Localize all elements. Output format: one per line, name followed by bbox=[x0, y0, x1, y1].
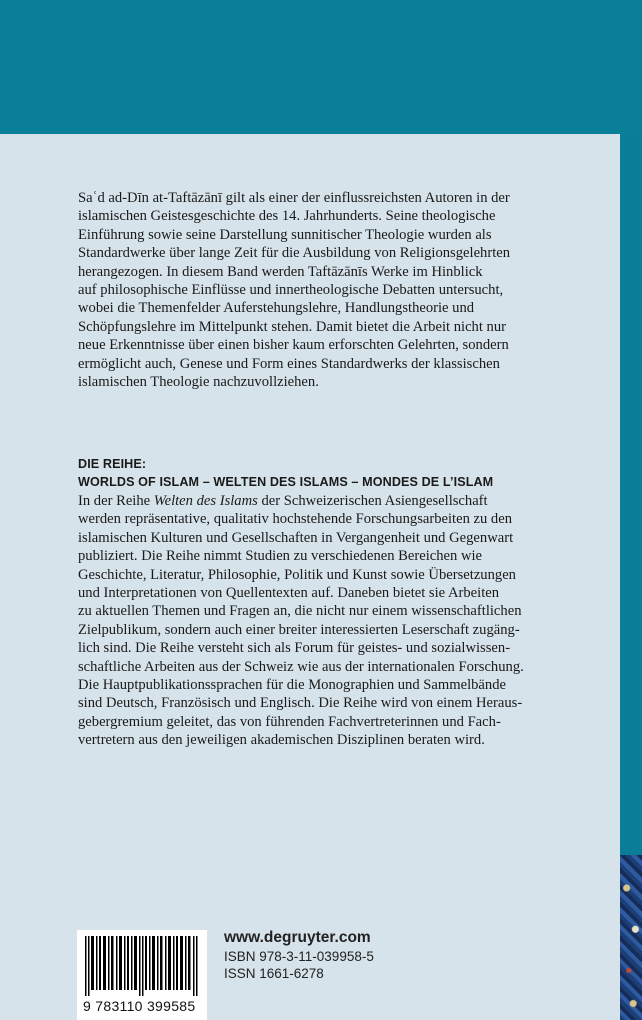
publisher-website-link[interactable]: www.degruyter.com bbox=[224, 929, 371, 946]
issn-number: ISSN 1661-6278 bbox=[224, 966, 324, 981]
series-intro-suffix: der Schweizerischen Asiengesellschaft bbox=[257, 493, 488, 509]
blurb-line: auf philosophische Einflüsse und innertheologische Debatten untersucht, bbox=[78, 282, 504, 299]
blurb-line: islamischen Geistesgeschichte des 14. Jahrhunderts. Seine theologische bbox=[78, 208, 496, 225]
series-line: gebergremium geleitet, das von führenden Fachvertreterinnen und Fach- bbox=[78, 713, 501, 730]
series-line: Die Hauptpublikationssprachen für die Monographien und Sammelbände bbox=[78, 677, 506, 694]
blurb-line: Standardwerke über lange Zeit für die Ausbildung von Religionsgelehrten bbox=[78, 245, 511, 262]
series-intro-prefix: In der Reihe bbox=[78, 493, 154, 509]
series-line: Zielpublikum, sondern auch einer breiter interessierten Leserschaft zugäng- bbox=[78, 621, 520, 638]
barcode-bars bbox=[85, 936, 199, 996]
blurb-line: Saʿd ad-Dīn at-Taftāzānī gilt als einer der einflussreichsten Autoren in der bbox=[78, 190, 510, 206]
series-intro-title: Welten des Islams bbox=[153, 493, 258, 509]
publisher-info bbox=[224, 928, 374, 982]
series-line: schaftliche Arbeiten aus der Schweiz wie aus der internationalen Forschung. bbox=[78, 658, 524, 675]
series-intro-line bbox=[78, 492, 558, 510]
ornament-pattern-image bbox=[620, 855, 642, 1020]
series-heading-label: DIE REIHE: bbox=[78, 457, 147, 471]
blurb-line: Schöpfungslehre im Mittelpunkt stehen. Damit bietet die Arbeit nicht nur bbox=[78, 318, 506, 335]
series-line: werden repräsentative, qualitativ hochstehende Forschungsarbeiten zu den bbox=[78, 511, 513, 528]
cover-top-band bbox=[0, 0, 642, 134]
series-description bbox=[78, 492, 558, 750]
blurb-line: wobei die Themenfelder Auferstehungslehre, Handlungstheorie und bbox=[78, 300, 475, 317]
series-heading bbox=[78, 455, 578, 491]
series-line: Geschichte, Literatur, Philosophie, Politik und Kunst sowie Übersetzungen bbox=[78, 566, 516, 583]
blurb-line: Einführung sowie seine Darstellung sunnitischer Theologie wurden als bbox=[78, 226, 492, 243]
series-line: publiziert. Die Reihe nimmt Studien zu verschiedenen Bereichen wie bbox=[78, 548, 483, 565]
blurb-line: herangezogen. In diesem Band werden Taftāzānīs Werke im Hinblick bbox=[78, 263, 483, 280]
blurb-line: ermöglicht auch, Genese und Form eines Standardwerks der klassischen bbox=[78, 355, 500, 372]
book-blurb bbox=[78, 189, 558, 391]
series-line: lich sind. Die Reihe versteht sich als Forum für geistes- und sozialwissen- bbox=[78, 640, 511, 657]
series-line: und Interpretationen von Quellentexten auf. Daneben bietet sie Arbeiten bbox=[78, 585, 500, 602]
barcode-digits: 9 783110 399585 bbox=[83, 998, 196, 1014]
series-line: sind Deutsch, Französisch und Englisch. Die Reihe wird von einem Heraus- bbox=[78, 695, 523, 712]
series-line: islamischen Kulturen und Gesellschaften in Vergangenheit und Gegenwart bbox=[78, 529, 514, 546]
blurb-line: islamischen Theologie nachzuvollziehen. bbox=[78, 374, 319, 391]
series-heading-title: WORLDS OF ISLAM – WELTEN DES ISLAMS – MONDES DE L’ISLAM bbox=[78, 475, 494, 489]
series-line: vertretern aus den jeweiligen akademischen Disziplinen beraten wird. bbox=[78, 732, 485, 749]
isbn-number: ISBN 978-3-11-039958-5 bbox=[224, 949, 374, 964]
series-line: zu aktuellen Themen und Fragen an, die nicht nur einem wissenschaftlichen bbox=[78, 603, 522, 620]
barcode bbox=[77, 930, 207, 1020]
blurb-line: neue Erkenntnisse über einen bisher kaum erforschten Gelehrten, sondern bbox=[78, 337, 509, 354]
